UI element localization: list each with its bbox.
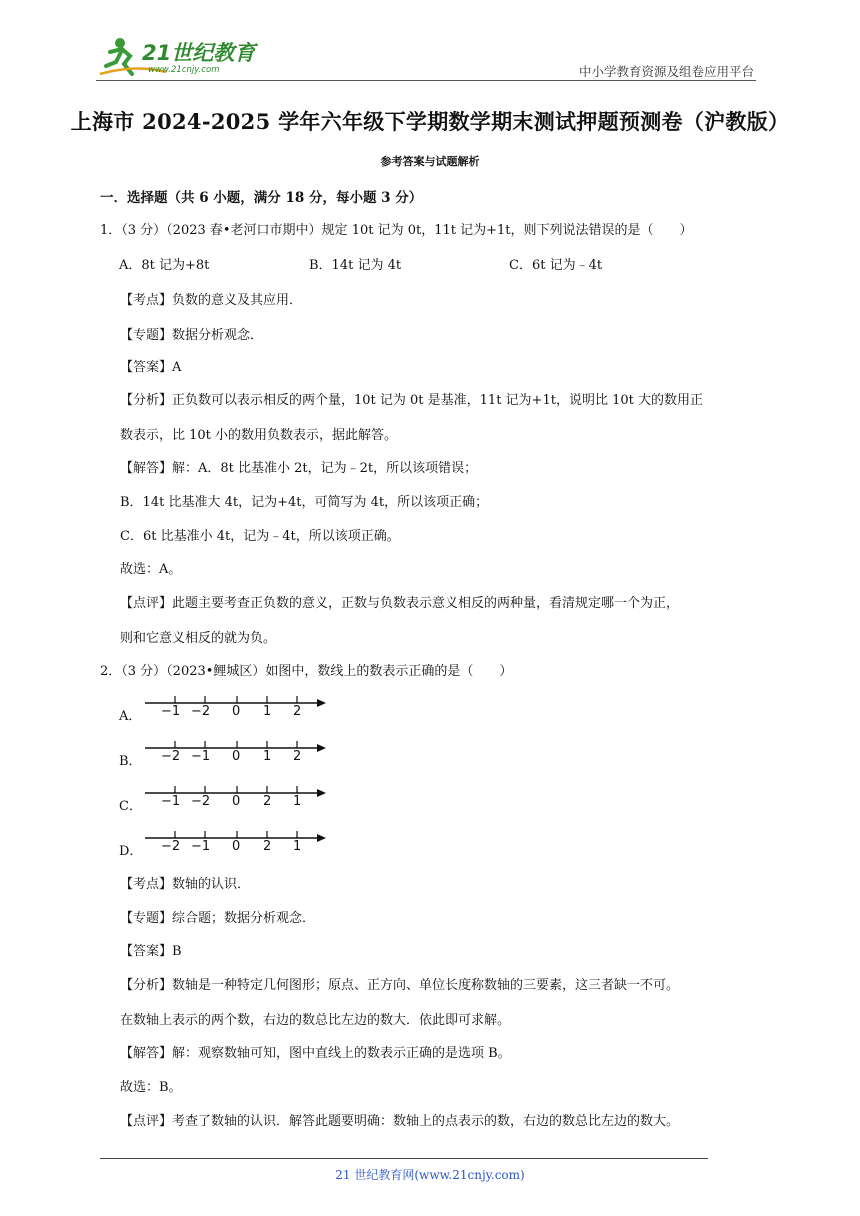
q2-d-tick-label: −1 xyxy=(191,839,211,854)
q1-kaodian: 【考点】负数的意义及其应用． xyxy=(120,293,303,308)
q1-analysis-1: 【分析】正负数可以表示相反的两个量，10t 记为 0t 是基准，11t 记为+1t，说明比 10t 大的数用正 xyxy=(120,393,703,408)
q2-c-tick-label: −2 xyxy=(191,794,211,809)
q2-choice: 故选：B。 xyxy=(120,1080,182,1095)
q2-d-tick-label: 1 xyxy=(293,839,302,854)
q1-solution-3: C．6t 比基准小 4t，记为﹣4t，所以该项正确。 xyxy=(120,529,400,544)
ticks xyxy=(175,786,297,793)
q2-d-tick-label: 2 xyxy=(263,839,272,854)
q1-comment-2: 则和它意义相反的就为负。 xyxy=(120,631,277,646)
q2-option-d-label: D． xyxy=(119,844,143,859)
ticks xyxy=(175,696,297,703)
q2-c-tick-label: 1 xyxy=(293,794,302,809)
q2-comment-1: 【点评】考查了数轴的认识．解答此题要明确：数轴上的点表示的数，右边的数总比左边的数大。 xyxy=(120,1114,680,1129)
q2-d-tick-label: 0 xyxy=(232,839,241,854)
q2-solution-1: 【解答】解：观察数轴可知，图中直线上的数表示正确的是选项 B。 xyxy=(120,1046,511,1061)
q1-comment-1: 【点评】此题主要考查正负数的意义，正数与负数表示意义相反的两种量，看清规定哪一个为正， xyxy=(120,596,680,611)
q2-b-tick-label: −2 xyxy=(161,749,181,764)
q1-stem: 1．（3 分）（2023 春•老河口市期中）规定 10t 记为 0t，11t 记为+1t，则下列说法错误的是（ ） xyxy=(100,223,693,238)
site-logo xyxy=(96,34,266,80)
q2-stem: 2．（3 分）（2023•鲤城区）如图中，数线上的数表示正确的是（ ） xyxy=(100,664,513,679)
q2-c-tick-label: −1 xyxy=(161,794,181,809)
q2-option-b-label: B． xyxy=(119,754,142,769)
q1-option-a: A．8t 记为+8t xyxy=(119,258,210,273)
q2-b-tick-label: 0 xyxy=(232,749,241,764)
q1-choice: 故选：A。 xyxy=(120,562,182,577)
q2-b-tick-label: −1 xyxy=(191,749,211,764)
q2-analysis-2: 在数轴上表示的两个数，右边的数总比左边的数大．依此即可求解。 xyxy=(120,1013,511,1028)
q1-option-b: B．14t 记为 4t xyxy=(309,258,402,273)
doc-title: 上海市 2024-2025 学年六年级下学期数学期末测试押题预测卷（沪教版） xyxy=(70,109,790,134)
brand-right: 中小学教育资源及组卷应用平台 xyxy=(578,64,754,79)
q2-option-a-label: A． xyxy=(119,709,142,724)
q2-answer: 【答案】B xyxy=(120,944,182,959)
q1-zhuanti: 【专题】数据分析观念． xyxy=(120,328,264,343)
q1-analysis-2: 数表示，比 10t 小的数用负数表示，据此解答。 xyxy=(120,428,398,443)
q1-solution-2: B．14t 比基准大 4t，记为+4t，可简写为 4t，所以该项正确； xyxy=(120,495,489,510)
logo-text: 21世纪教育 xyxy=(142,41,256,65)
q2-c-tick-label: 2 xyxy=(263,794,272,809)
q2-c-tick-label: 0 xyxy=(232,794,241,809)
runner-logo-icon xyxy=(96,34,266,80)
q2-a-tick-label: 2 xyxy=(293,704,302,719)
doc-subtitle: 参考答案与试题解析 xyxy=(380,155,480,168)
logo-url: www.21cnjy.com xyxy=(148,65,220,75)
q2-kaodian: 【考点】数轴的认识． xyxy=(120,877,251,892)
q2-a-tick-label: −2 xyxy=(191,704,211,719)
q2-option-c-label: C． xyxy=(119,799,142,814)
header-rule xyxy=(96,80,756,81)
q2-a-tick-label: −1 xyxy=(161,704,181,719)
q2-b-labels xyxy=(145,749,327,765)
q2-b-tick-label: 1 xyxy=(263,749,272,764)
q2-a-labels xyxy=(145,704,327,720)
q2-d-labels xyxy=(145,839,327,855)
q2-d-tick-label: −2 xyxy=(161,839,181,854)
q2-b-tick-label: 2 xyxy=(293,749,302,764)
q1-option-c: C．6t 记为﹣4t xyxy=(509,258,603,273)
q1-solution-1: 【解答】解：A．8t 比基准小 2t，记为﹣2t，所以该项错误； xyxy=(120,461,478,476)
q2-a-tick-label: 1 xyxy=(263,704,272,719)
footer-rule xyxy=(100,1158,708,1159)
section-heading: 一．选择题（共 6 小题，满分 18 分，每小题 3 分） xyxy=(100,190,423,206)
ticks xyxy=(175,741,297,748)
q2-zhuanti: 【专题】综合题；数据分析观念． xyxy=(120,911,316,926)
q1-answer: 【答案】A xyxy=(120,360,182,375)
footer-link[interactable]: 21 世纪教育网(www.21cnjy.com) xyxy=(335,1168,525,1182)
q2-a-tick-label: 0 xyxy=(232,704,241,719)
q2-c-labels xyxy=(145,794,327,810)
q2-analysis-1: 【分析】数轴是一种特定几何图形；原点、正方向、单位长度称数轴的三要素，这三者缺一不可。 xyxy=(120,978,680,993)
ticks xyxy=(175,831,297,838)
